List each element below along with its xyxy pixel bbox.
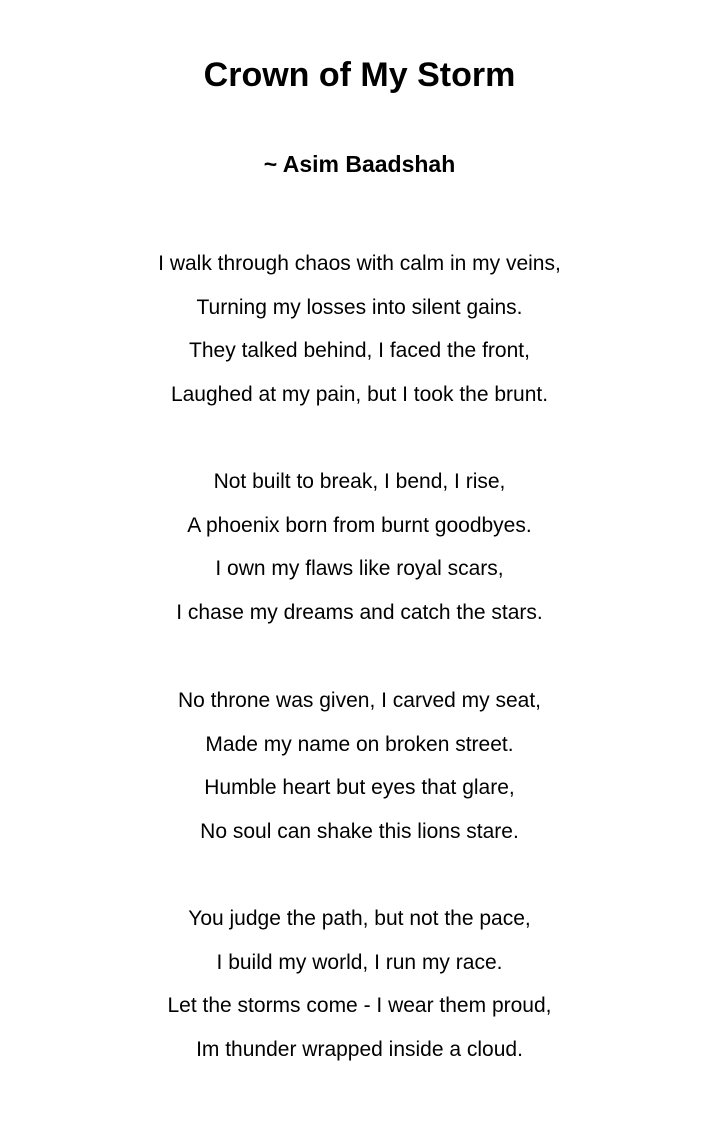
poem-line: They talked behind, I faced the front, <box>189 339 530 363</box>
poem-line: Im thunder wrapped inside a cloud. <box>196 1037 523 1061</box>
stanza-2 <box>0 460 719 634</box>
poem-line: Not built to break, I bend, I rise, <box>213 470 506 493</box>
poem-title: Crown of My Storm <box>203 56 516 94</box>
poem-line: Let the storms come - I wear them proud, <box>167 994 552 1018</box>
poem-line: No throne was given, I carved my seat, <box>178 689 541 712</box>
poem-line: You judge the path, but not the pace, <box>188 907 531 930</box>
poem-author: ~ Asim Baadshah <box>263 151 456 177</box>
poem-line: No soul can shake this lions stare. <box>200 819 519 843</box>
stanza-3 <box>0 679 719 853</box>
poem-line: Laughed at my pain, but I took the brunt. <box>170 382 549 406</box>
stanza-4 <box>0 897 719 1071</box>
poem-line: A phoenix born from burnt goodbyes. <box>187 513 532 537</box>
poem-line: Made my name on broken street. <box>205 732 514 756</box>
stanza-1 <box>0 242 719 416</box>
poem-line: I walk through chaos with calm in my veins, <box>158 252 561 275</box>
poem-line: I build my world, I run my race. <box>216 950 503 974</box>
poem-line: Turning my losses into silent gains. <box>196 295 523 319</box>
poem-line: Humble heart but eyes that glare, <box>204 776 515 800</box>
poem-line: I chase my dreams and catch the stars. <box>176 600 543 624</box>
poem-line: I own my flaws like royal scars, <box>215 557 504 581</box>
